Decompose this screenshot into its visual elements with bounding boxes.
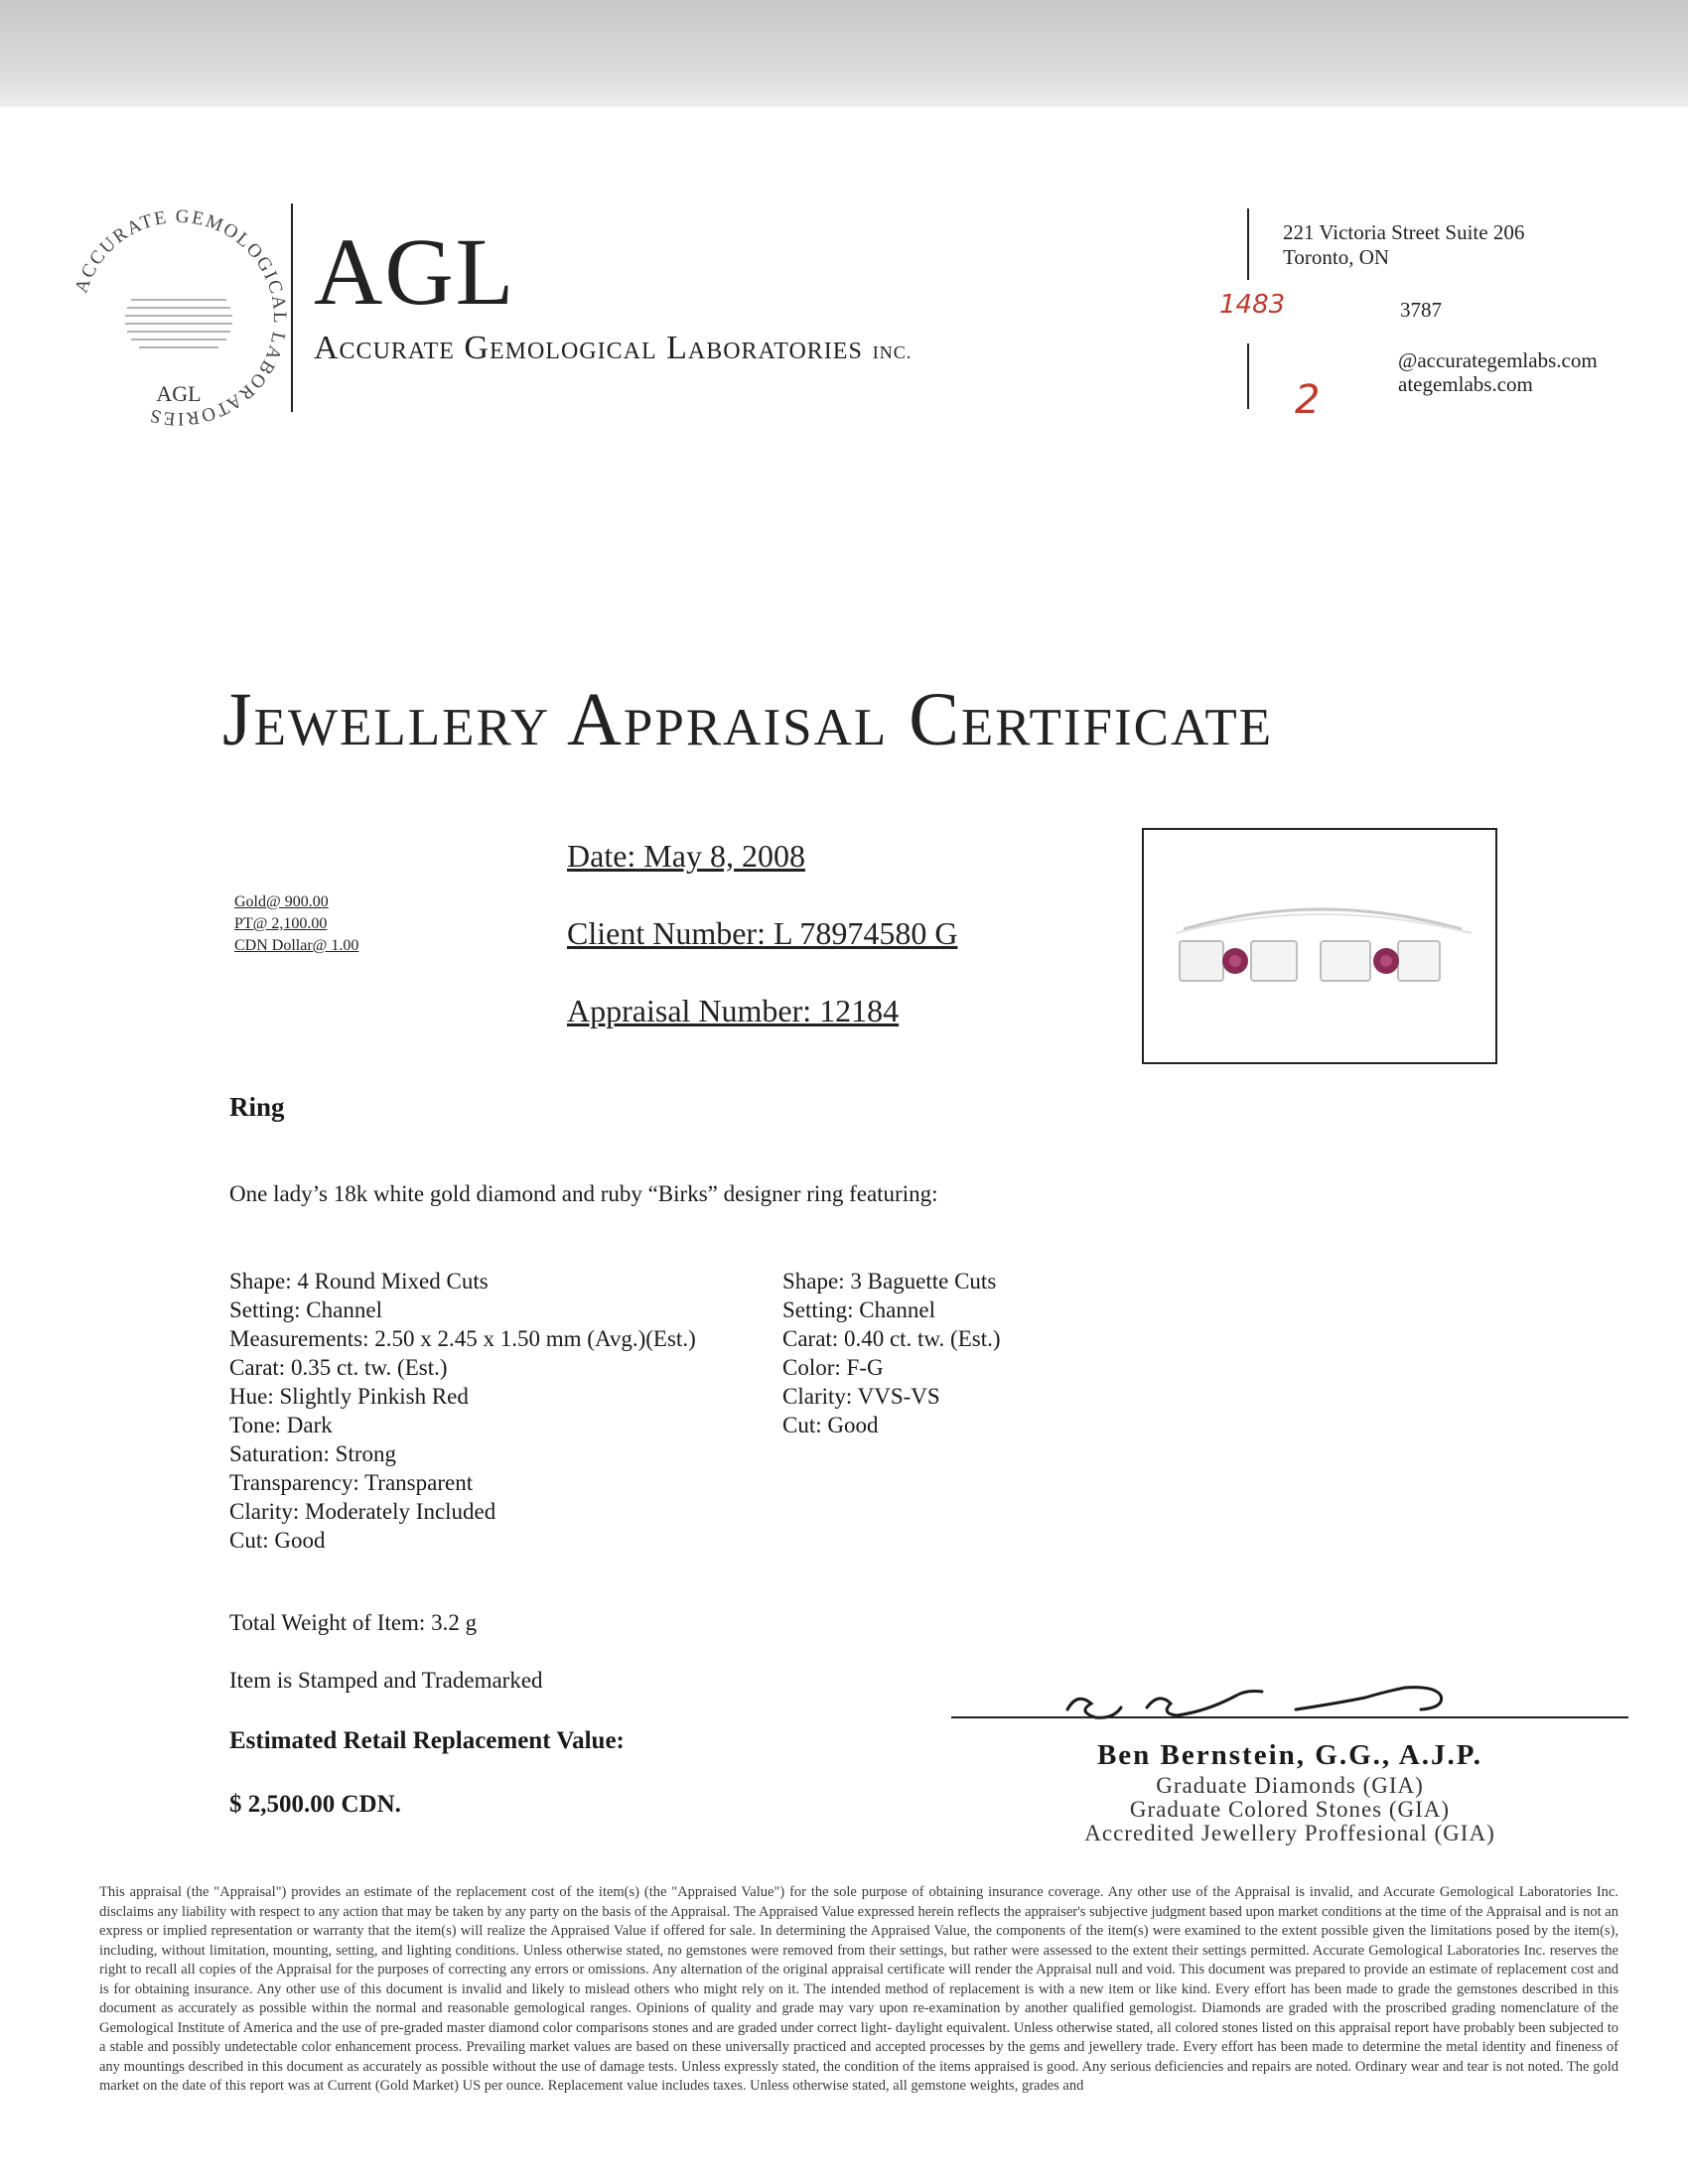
ruby-shape: Shape: 4 Round Mixed Cuts: [229, 1269, 489, 1294]
ring-photo-frame: [1142, 828, 1497, 1064]
ruby-carat: Carat: 0.35 ct. tw. (Est.): [229, 1355, 448, 1380]
item-heading: Ring: [229, 1092, 285, 1122]
scan-top-band: [0, 0, 1688, 107]
seal-bottom-text: AGL: [156, 381, 202, 406]
ruby-cut: Cut: Good: [229, 1528, 326, 1553]
rate-gold: Gold@ 900.00: [234, 893, 329, 910]
handwritten-note-2: 2: [1295, 377, 1321, 423]
ruby-specs: [229, 1267, 696, 1555]
ruby-tone: Tone: Dark: [229, 1413, 333, 1437]
phone-partial: 3787: [1400, 298, 1442, 322]
diamond-setting: Setting: Channel: [782, 1297, 935, 1322]
header-divider: [291, 204, 293, 412]
value-label: Estimated Retail Replacement Value:: [229, 1727, 625, 1754]
total-weight: Total Weight of Item: 3.2 g: [229, 1610, 478, 1635]
disclaimer-text: This appraisal (the "Appraisal") provides an estimate of the replacement cost of the item(s) (the "Appraised Value") for the sole purpose of obtaining insurance coverage. Any other use of the Appraisal is invalid, and Accurate Gemological Laboratories Inc. disclaims any liability with respect to any action that may be taken by any party on the basis of the Appraisal. The Appraised Value expressed herein reflects the appraiser's subjective judgment based upon market conditions at the time of the Appraisal and is not an express or implied representation or warranty that the item(s) will realize the Appraised Value if offered for sale. In determining the Appraised Value, the components of the item(s) were examined to the extent possible given the limitations posed by the item(s), including, without limitation, mounting, setting, and lighting conditions. Unless otherwise stated, no gemstones were removed from their settings, but rather were assessed to the extent their settings permitted. Accurate Gemological Laboratories Inc. reserves the right to recall all copies of the Appraisal for the purposes of correcting any errors or omissions. Any alternation of the original appraisal certificate will render the Appraisal null and void. This document was prepared to provide an estimate of replacement cost and is for obtaining insurance. Any other use of this document is invalid and likely to mislead others who might rely on it. The intended method of replacement is with a new item or like kind. Every effort has been made to grade the gemstones described in this document as accurately as possible within the normal and reasonable gemological ranges. Opinions of quality and grade may vary upon re-examination by another qualified gemologist. Diamonds are graded with the proscribed grading nomenclature of the Gemological Institute of America and the use of pre-graded master diamond color comparisons stones and are graded under correct light- daylight equivalent. Unless otherwise stated, all colored stones listed on this appraisal report have probably been subjected to a stable and possibly undetectable color enhancement process. Prevailing market values are based on these universally practiced and accepted processes by the gems and jewellery trade. Every effort has been made to determine the metal identity and fineness of any mountings described in this document as accurately as possible without the use of damage tests. Unless expressly stated, the condition of the items appraised is good. Any serious deficiencies and repairs are noted. Ordinary wear and tear is not noted. The gold market on the date of this report was at Current (Gold Market) US per ounce. Replacement value includes taxes. Unless otherwise stated, all gemstone weights, grades and: [99, 1884, 1618, 2094]
diamond-specs: [782, 1267, 1001, 1439]
rate-cdn-dollar: CDN Dollar@ 1.00: [234, 937, 359, 954]
website-partial: ategemlabs.com: [1398, 372, 1533, 396]
ruby-saturation: Saturation: Strong: [229, 1441, 397, 1466]
company-full-name: [314, 330, 912, 367]
credential-colored-stones: Graduate Colored Stones (GIA): [1129, 1797, 1451, 1822]
ring-photo: [1144, 830, 1495, 1062]
signature-line: [951, 1716, 1628, 1718]
email-partial: @accurategemlabs.com: [1398, 348, 1598, 372]
agl-seal-logo: [64, 203, 294, 433]
company-brand: AGL: [314, 218, 516, 325]
company-suffix: INC.: [872, 342, 913, 362]
appraiser-signature: [1028, 1680, 1544, 1725]
item-description: One lady’s 18k white gold diamond and ruby “Birks” designer ring featuring:: [229, 1181, 938, 1206]
address-line-1: 221 Victoria Street Suite 206: [1283, 220, 1525, 244]
diamond-shape: Shape: 3 Baguette Cuts: [782, 1269, 997, 1294]
ruby-setting: Setting: Channel: [229, 1297, 382, 1322]
replacement-value: $ 2,500.00 CDN.: [229, 1791, 401, 1818]
ruby-transparency: Transparency: Transparent: [229, 1470, 474, 1495]
seal-ring-text: ACCURATE GEMOLOGICAL LABORATORIES: [70, 205, 291, 430]
diamond-color: Color: F-G: [782, 1355, 884, 1380]
diamond-carat: Carat: 0.40 ct. tw. (Est.): [782, 1326, 1001, 1351]
rate-platinum: PT@ 2,100.00: [234, 915, 328, 932]
stamp-note: Item is Stamped and Trademarked: [229, 1668, 543, 1693]
ruby-hue: Hue: Slightly Pinkish Red: [229, 1384, 469, 1409]
credential-diamonds: Graduate Diamonds (GIA): [1156, 1773, 1424, 1798]
company-name-text: Accurate Gemological Laboratories: [314, 330, 863, 366]
ruby-clarity: Clarity: Moderately Included: [229, 1499, 496, 1524]
appraisal-date: Date: May 8, 2008: [567, 838, 805, 874]
diamond-clarity: Clarity: VVS-VS: [782, 1384, 940, 1409]
address-divider-bottom: [1247, 343, 1249, 409]
credential-jewellery-professional: Accredited Jewellery Proffesional (GIA): [1084, 1821, 1495, 1845]
ruby-measurements: Measurements: 2.50 x 2.45 x 1.50 mm (Avg.)(Est.): [229, 1326, 696, 1351]
appraiser-name: Ben Bernstein, G.G., A.J.P.: [1096, 1739, 1483, 1771]
appraisal-number: Appraisal Number: 12184: [567, 993, 900, 1028]
document-title: Jewellery Appraisal Certificate: [222, 678, 1274, 761]
address-line-2: Toronto, ON: [1283, 245, 1390, 269]
handwritten-note-1: 1483: [1219, 290, 1286, 320]
address-divider-top: [1247, 208, 1249, 280]
client-number: Client Number: L 78974580 G: [567, 915, 958, 951]
diamond-cut: Cut: Good: [782, 1413, 879, 1437]
